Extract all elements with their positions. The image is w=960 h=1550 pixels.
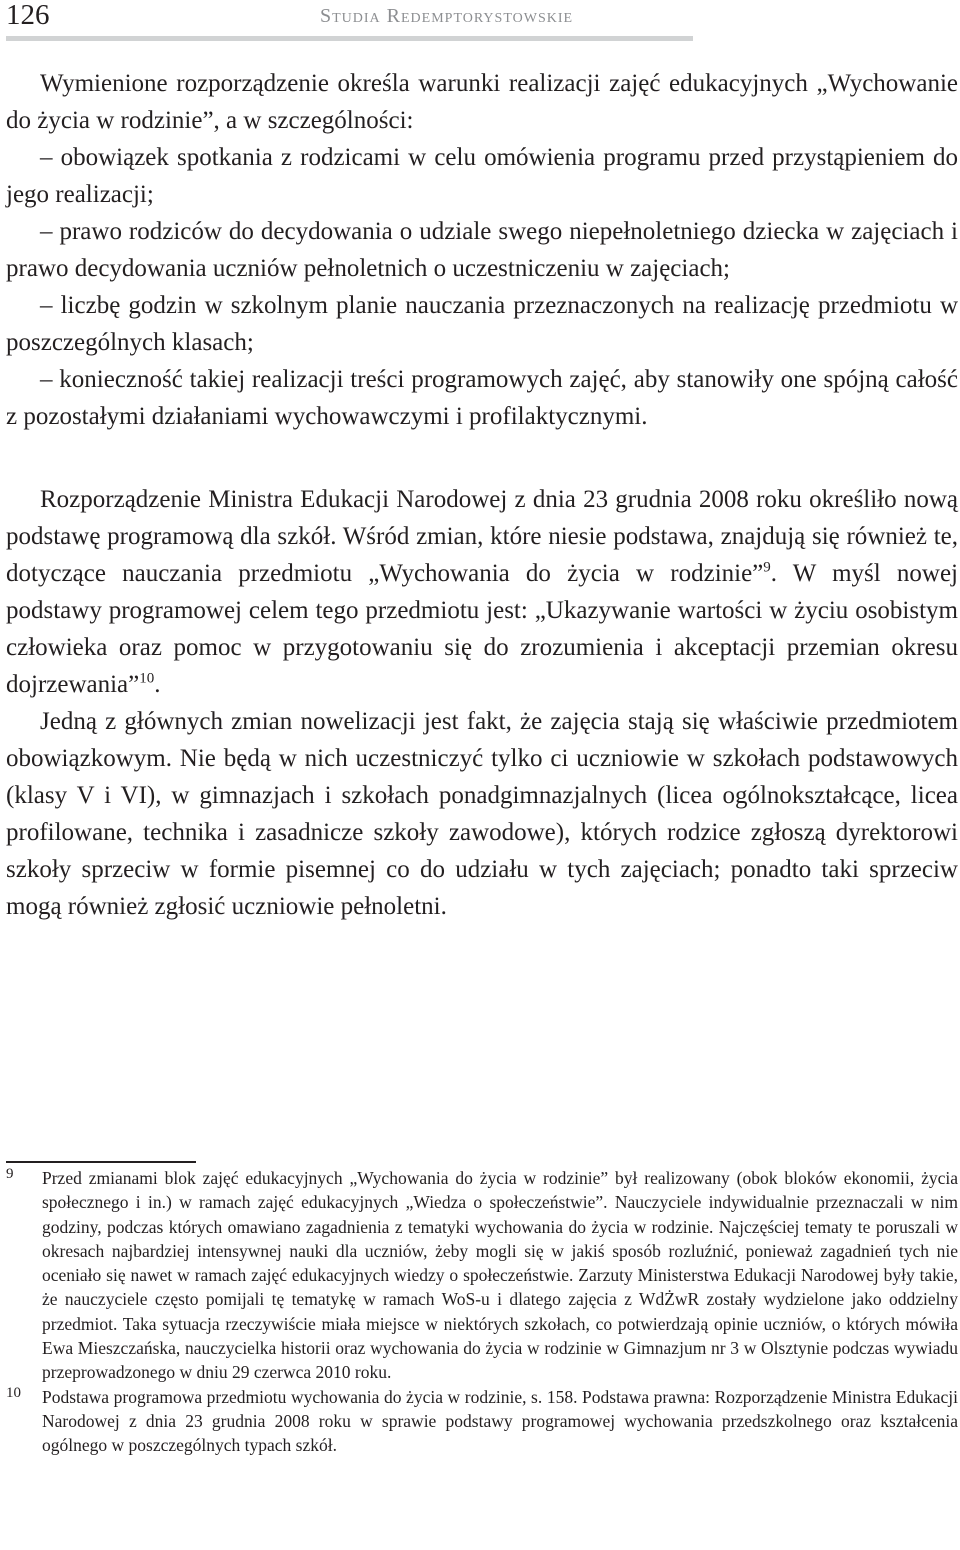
header-rule: [265, 36, 693, 41]
running-header: [0, 0, 960, 44]
footnote-10: [6, 1385, 958, 1458]
list-item-coherence: – konieczność takiej realizacji treści programowych zajęć, aby stanowiły one spójną całość z pozostałymi działaniami wychowawczymi i profilaktycznymi.: [6, 366, 958, 430]
header-rule: [6, 36, 272, 41]
list-item-obligation: – obowiązek spotkania z rodzicami w celu omówienia programu przed przystąpieniem do jego realizacji;: [6, 144, 958, 208]
paragraph-regulation-text: Rozporządzenie Ministra Edukacji Narodowej z dnia 23 grudnia 2008 roku określiło nową podstawę programową dla szkół. Wśród zmian, które niesie podstawa, znajdują się również te, dotyczące nauczania przedmiotu „Wychowania do życia w rodzinie”: [6, 486, 958, 587]
footnote-text: Przed zmianami blok zajęć edukacyjnych „Wychowania do życia w rodzinie” był realizowany (obok bloków ekonomii, życia społecznego i in.) w ramach zajęć edukacyjnych „Wiedza o społeczeństwie”. Nauczyciele indywidualnie przeznaczali w nim godziny, podczas których omawiano zagadnienia z tematyki wychowania do życia w rodzinie. Najczęściej tematy te poruszali w okresach najbardziej intensywnej nauki dla uczniów, żeby mogli się w jakiś sposób rozluźnić, ponieważ zagadnień tych nie oceniało się nawet w ramach zajęć edukacyjnych wiedzy o społeczeństwie. Zarzuty Ministerstwa Edukacji Narodowej były takie, że nauczyciele często pomijali tę tematykę w ramach WoS-u i dlatego zajęcia z WdŻwR zostały wydzielone jako oddzielny przedmiot. Taka sytuacja rzeczywiście miała miejsce w niektórych szkołach, co potwierdzają opinie uczniów, o których mówiła Ewa Mieszczańska, nauczycielka historii oraz wychowania do życia w rodzinie w Gimnazjum nr 3 w Olsztynie podczas wywiadu przeprowadzonego w dniu 29 czerwca 2010 roku.: [42, 1168, 958, 1383]
list-item-hours: – liczbę godzin w szkolnym planie nauczania przeznaczonych na realizację przedmiotu w poszczególnych klasach;: [6, 292, 958, 356]
footnote-number: 9: [6, 1166, 14, 1182]
paragraph-regulation-text: .: [154, 671, 161, 698]
footnote-text: Podstawa programowa przedmiotu wychowania do życia w rodzinie, s. 158. Podstawa prawna: Rozporządzenie Ministra Edukacji Narodowej z dnia 23 grudnia 2008 roku w sprawie podstawy programowej wychowania przedszkolnego oraz kształcenia ogólnego w poszczególnych typach szkół.: [42, 1386, 958, 1456]
journal-title: Studia Redemptorystowskie: [320, 5, 574, 27]
footnotes: [6, 1166, 958, 1458]
paragraph-gap: [6, 435, 958, 481]
main-text: [6, 65, 958, 925]
paragraph-regulation-text: . W myśl nowej podstawy programowej celem tego przedmiotu jest: „Ukazywanie wartości w życiu osobistym człowieka oraz pomoc w przygotowaniu się do zrozumienia i akceptacji przemian okresu dojrzewania”: [6, 560, 958, 698]
footnote-ref-10[interactable]: 10: [139, 670, 155, 687]
footnote-9: [6, 1166, 958, 1385]
footnote-separator: [6, 1161, 196, 1163]
paragraph-regulation: [6, 481, 958, 703]
footnote-ref-9[interactable]: 9: [763, 559, 771, 576]
list-item-parents-right: – prawo rodziców do decydowania o udziale swego niepełnoletniego dziecka w zajęciach i prawo decydowania uczniów pełnoletnich o uczestniczeniu w zajęciach;: [6, 218, 958, 282]
footnote-number: 10: [6, 1384, 21, 1401]
page-number: 126: [6, 0, 50, 31]
paragraph-intro: Wymienione rozporządzenie określa warunki realizacji zajęć edukacyjnych „Wychowanie do życia w rodzinie”, a w szczególności:: [6, 70, 958, 134]
paragraph-changes: Jedną z głównych zmian nowelizacji jest fakt, że zajęcia stają się właściwie przedmiotem obowiązkowym. Nie będą w nich uczestniczyć tylko ci uczniowie w szkołach podstawowych (klasy V i VI), w gimnazjach i szkołach ponadgimnazjalnych (licea ogólnokształcące, licea profilowane, technika i zasadnicze szkoły zawodowe), których rodzice zgłoszą dyrektorowi szkoły sprzeciw w formie pisemnej co do udziału w tych zajęciach; ponadto taki sprzeciw mogą również zgłosić uczniowie pełnoletni.: [6, 708, 958, 920]
